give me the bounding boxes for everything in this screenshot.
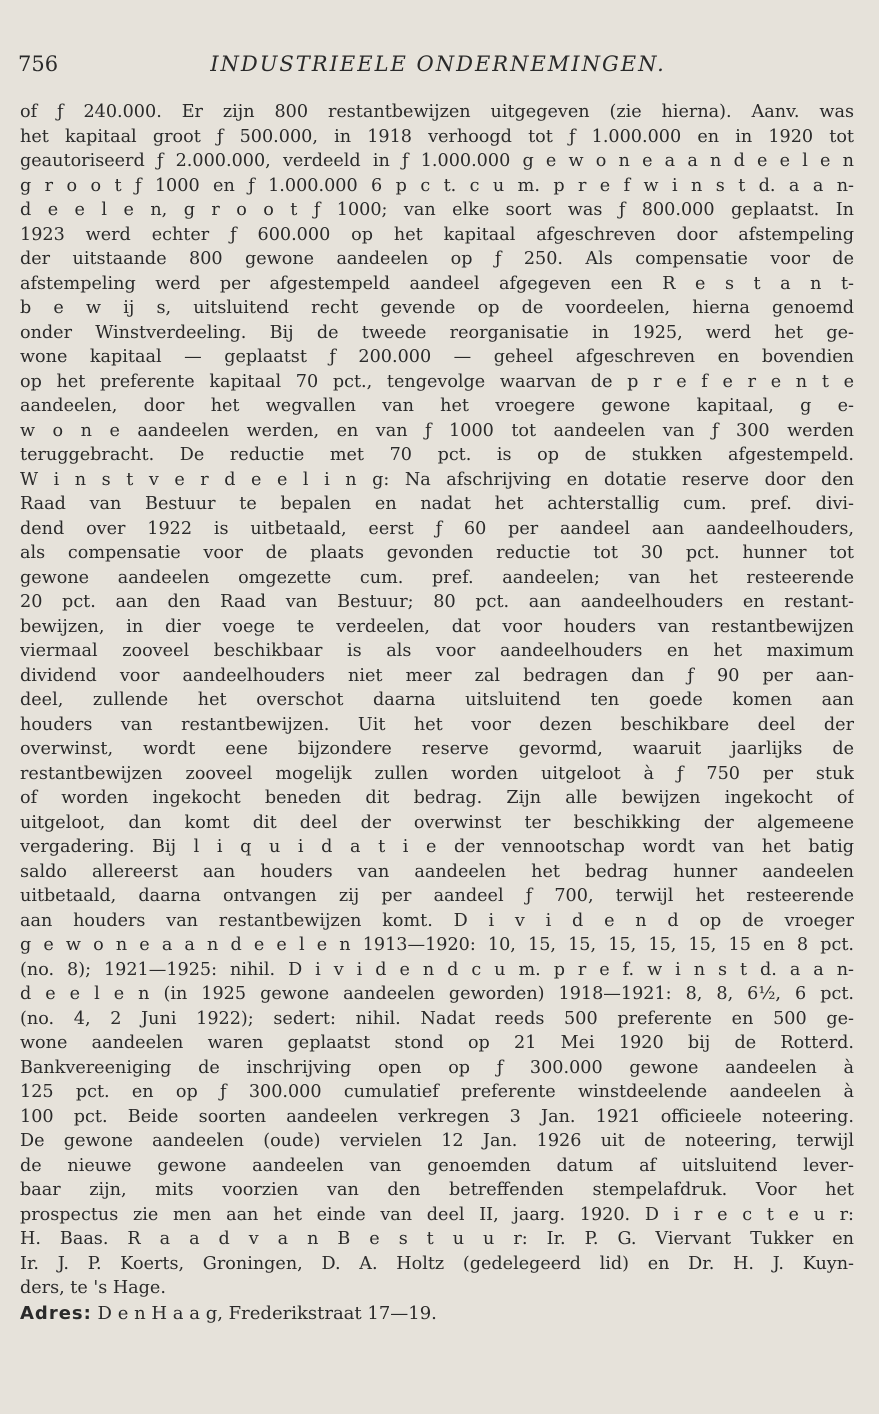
text-line: uitbetaald, daarna ontvangen zij per aandeel ƒ 700, terwijl het resteerende	[20, 886, 854, 906]
text-line: Bankvereeniging de inschrijving open op ƒ 300.000 gewone aandeelen à	[20, 1057, 854, 1078]
text-line: 1923 werd echter ƒ 600.000 op het kapitaal afgeschreven door afstempeling	[20, 224, 854, 245]
text-line: het kapitaal groot ƒ 500.000, in 1918 verhoogd tot ƒ 1.000.000 en in 1920 tot	[20, 126, 854, 147]
text-line: teruggebracht. De reductie met 70 pct. is op de stukken afgestempeld.	[20, 445, 854, 465]
text-line: op het preferente kapitaal 70 pct., tengevolge waarvan de p r e f e r e n t e	[20, 371, 854, 392]
text-line: de nieuwe gewone aandeelen van genoemden datum af uitsluitend lever-	[20, 1155, 854, 1176]
text-line: g e w o n e a a n d e e l e n 1913—1920: 10, 15, 15, 15, 15, 15, 15 en 8 pct.	[20, 935, 854, 955]
text-line: baar zijn, mits voorzien van den betreffenden stempelafdruk. Voor het	[20, 1180, 854, 1200]
text-line: (no. 8); 1921—1925: nihil. D i v i d e n d c u m. p r e f. w i n s t d. a a n-	[20, 959, 854, 980]
text-line: Raad van Bestuur te bepalen en nadat het achterstallig cum. pref. divi-	[20, 494, 854, 514]
text-line: aandeelen, door het wegvallen van het vroegere gewone kapitaal, g e-	[20, 396, 854, 416]
text-line: 100 pct. Beide soorten aandeelen verkregen 3 Jan. 1921 officieele noteering.	[20, 1106, 854, 1127]
text-line: d e e l e n, g r o o t ƒ 1000; van elke soort was ƒ 800.000 geplaatst. In	[20, 200, 854, 220]
text-line: bewijzen, in dier voege te verdeelen, dat voor houders van restantbewijzen	[20, 616, 854, 637]
address-line	[20, 1301, 854, 1327]
text-line: ders, te 's Hage.	[20, 1278, 166, 1298]
text-line: W i n s t v e r d e e l i n g: Na afschrijving en dotatie reserve door den	[20, 469, 854, 490]
text-line: b e w ij s, uitsluitend recht gevende op de voordeelen, hierna genoemd	[20, 298, 854, 318]
text-line: aan houders van restantbewijzen komt. D i v i d e n d op de vroeger	[20, 910, 854, 931]
text-line: De gewone aandeelen (oude) vervielen 12 Jan. 1926 uit de noteering, terwijl	[20, 1131, 854, 1151]
text-line: 125 pct. en op ƒ 300.000 cumulatief preferente winstdeelende aandeelen à	[20, 1082, 854, 1102]
page-number: 756	[18, 52, 59, 76]
text-line: dividend voor aandeelhouders niet meer zal bedragen dan ƒ 90 per aan-	[20, 665, 854, 686]
text-line: deel, zullende het overschot daarna uitsluitend ten goede komen aan	[20, 690, 854, 710]
text-line: wone kapitaal — geplaatst ƒ 200.000 — geheel afgeschreven en bovendien	[20, 347, 854, 367]
address-label: Adres:	[20, 1302, 92, 1324]
text-line: H. Baas. R a a d v a n B e s t u u r: Ir. P. G. Viervant Tukker en	[20, 1229, 854, 1249]
text-line: of ƒ 240.000. Er zijn 800 restantbewijzen uitgegeven (zie hierna). Aanv. was	[20, 102, 854, 122]
text-line: als compensatie voor de plaats gevonden reductie tot 30 pct. hunner tot	[20, 543, 854, 563]
text-line: viermaal zooveel beschikbaar is als voor aandeelhouders en het maximum	[20, 641, 854, 661]
text-line: onder Winstverdeeling. Bij de tweede reorganisatie in 1925, werd het ge-	[20, 322, 854, 343]
text-line: gewone aandeelen omgezette cum. pref. aandeelen; van het resteerende	[20, 567, 854, 588]
text-line: geautoriseerd ƒ 2.000.000, verdeeld in ƒ 1.000.000 g e w o n e a a n d e e l e n	[20, 151, 854, 171]
text-lines	[20, 100, 854, 1301]
running-title: INDUSTRIEELE ONDERNEMINGEN.	[210, 52, 666, 76]
address-value: D e n H a a g, Frederikstraat 17—19.	[97, 1302, 437, 1324]
text-line: wone aandeelen waren geplaatst stond op 21 Mei 1920 bij de Rotterd.	[20, 1033, 854, 1053]
text-line: (no. 4, 2 Juni 1922); sedert: nihil. Nadat reeds 500 preferente en 500 ge-	[20, 1008, 854, 1029]
text-line: 20 pct. aan den Raad van Bestuur; 80 pct. aan aandeelhouders en restant-	[20, 592, 854, 612]
text-line: vergadering. Bij l i q u i d a t i e der vennootschap wordt van het batig	[20, 837, 854, 857]
text-line: saldo allereerst aan houders van aandeelen het bedrag hunner aandeelen	[20, 861, 854, 882]
text-line: d e e l e n (in 1925 gewone aandeelen geworden) 1918—1921: 8, 8, 6½, 6 pct.	[20, 984, 854, 1004]
text-line: of worden ingekocht beneden dit bedrag. Zijn alle bewijzen ingekocht of	[20, 788, 854, 808]
text-line: dend over 1922 is uitbetaald, eerst ƒ 60 per aandeel aan aandeelhouders,	[20, 518, 854, 539]
text-line: g r o o t ƒ 1000 en ƒ 1.000.000 6 p c t. c u m. p r e f w i n s t d. a a n-	[20, 175, 854, 196]
text-line: afstempeling werd per afgestempeld aandeel afgegeven een R e s t a n t-	[20, 273, 854, 294]
text-line: der uitstaande 800 gewone aandeelen op ƒ 250. Als compensatie voor de	[20, 249, 854, 269]
body-text	[20, 100, 854, 1327]
text-line: w o n e aandeelen werden, en van ƒ 1000 tot aandeelen van ƒ 300 werden	[20, 420, 854, 441]
text-line: overwinst, wordt eene bijzondere reserve gevormd, waaruit jaarlijks de	[20, 739, 854, 759]
text-line: prospectus zie men aan het einde van deel II, jaarg. 1920. D i r e c t e u r:	[20, 1204, 854, 1225]
text-line: Ir. J. P. Koerts, Groningen, D. A. Holtz (gedelegeerd lid) en Dr. H. J. Kuyn-	[20, 1253, 854, 1274]
page-header	[18, 52, 858, 82]
text-line: restantbewijzen zooveel mogelijk zullen worden uitgeloot à ƒ 750 per stuk	[20, 763, 854, 784]
text-line: houders van restantbewijzen. Uit het voor dezen beschikbare deel der	[20, 714, 854, 735]
text-line: uitgeloot, dan komt dit deel der overwinst ter beschikking der algemeene	[20, 812, 854, 833]
